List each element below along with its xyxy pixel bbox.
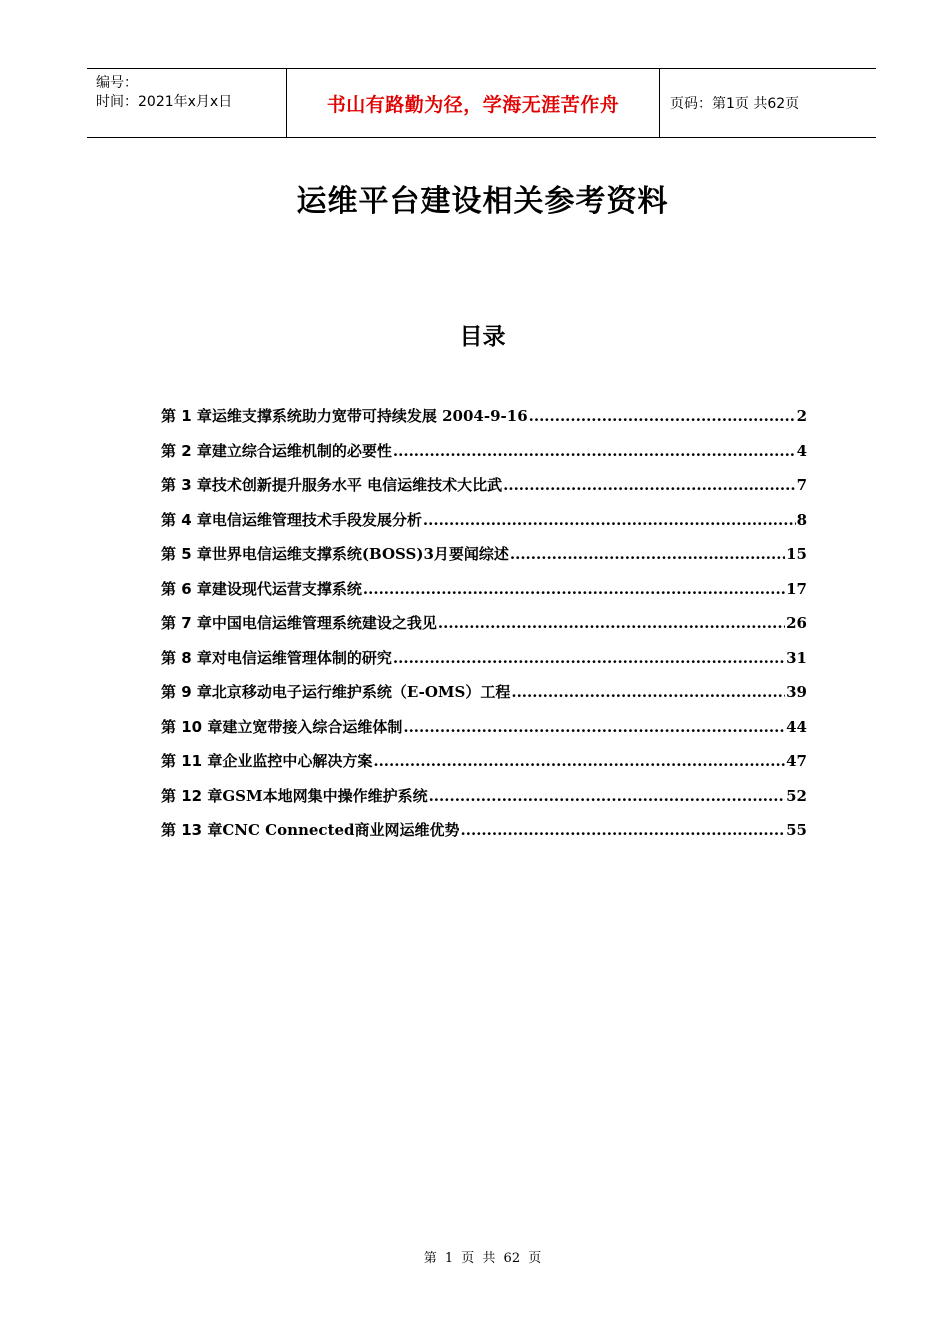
toc-chapter: 第 5 章 [161,545,212,563]
table-of-contents [161,405,807,854]
toc-page: 31 [786,648,807,667]
toc-heading: 目录 [459,324,506,350]
toc-title: 中国电信运维管理系统建设之我见 [211,614,437,632]
toc-page: 52 [786,786,807,805]
toc-chapter: 第 6 章 [161,579,212,598]
header-meta-cell [87,69,287,137]
document-title: 运维平台建设相关参考资料 [296,184,669,219]
toc-page: 7 [796,476,807,494]
toc-chapter: 第 12 章 [161,786,223,805]
toc-entry[interactable] [161,716,807,751]
toc-leader [511,683,785,701]
toc-chapter: 第 9 章 [161,683,212,701]
toc-page: 15 [786,545,807,563]
page-footer: 第 1 页 共 62 页 [423,1251,542,1266]
toc-leader [510,545,785,563]
toc-leader [429,787,786,805]
toc-entry[interactable] [161,647,807,682]
toc-leader [393,649,785,667]
toc-title: 企业监控中心解决方案 [222,752,373,770]
header-motto-cell [287,69,660,137]
toc-leader [403,718,785,736]
toc-title: 运维支撑系统助力宽带可持续发展 2004-9-16 [211,407,528,425]
toc-chapter: 第 10 章 [161,717,223,736]
toc-page: 17 [786,579,807,598]
page-info: 页码：第1页 共62页 [670,96,800,112]
toc-page: 47 [786,752,807,770]
toc-page: 26 [786,614,807,632]
toc-entry[interactable] [161,612,807,647]
toc-leader [423,511,796,529]
toc-page: 55 [786,821,807,839]
toc-page: 39 [786,683,807,701]
toc-entry[interactable] [161,440,807,475]
toc-chapter: 第 3 章 [161,476,212,494]
serial-label: 编号： [96,75,138,91]
toc-chapter: 第 1 章 [161,407,212,425]
toc-entry[interactable] [161,509,807,544]
toc-entry[interactable] [161,474,807,509]
toc-leader [438,614,785,632]
toc-title: 技术创新提升服务水平 电信运维技术大比武 [211,476,503,494]
toc-chapter: 第 4 章 [161,510,212,529]
toc-chapter: 第 7 章 [161,614,212,632]
page-header [87,68,876,138]
toc-title: 建立宽带接入综合运维体制 [222,717,403,736]
toc-entry[interactable] [161,578,807,613]
toc-entry[interactable] [161,543,807,578]
toc-title: 对电信运维管理体制的研究 [211,648,392,667]
motto-text: 书山有路勤为径，学海无涯苦作舟 [326,93,620,116]
toc-page: 8 [796,510,807,529]
toc-leader [529,407,796,425]
toc-title: 建立综合运维机制的必要性 [211,441,392,460]
toc-chapter: 第 2 章 [161,441,212,460]
toc-leader [373,752,785,770]
toc-chapter: 第 8 章 [161,648,212,667]
toc-title: 建设现代运营支撑系统 [211,579,362,598]
toc-leader [503,476,795,494]
toc-entry[interactable] [161,750,807,785]
toc-title: 电信运维管理技术手段发展分析 [211,510,422,529]
toc-title: CNC Connected商业网运维优势 [222,821,460,839]
toc-entry[interactable] [161,785,807,820]
toc-title: 世界电信运维支撑系统(BOSS)3月要闻综述 [211,545,509,563]
toc-leader [393,442,796,460]
toc-chapter: 第 11 章 [161,752,223,770]
toc-chapter: 第 13 章 [161,821,223,839]
toc-page: 4 [796,441,807,460]
toc-entry[interactable] [161,681,807,716]
toc-leader [461,821,786,839]
toc-page: 2 [796,407,807,425]
toc-title: GSM本地网集中操作维护系统 [222,786,428,805]
header-page-cell [660,69,876,137]
toc-leader [363,580,785,598]
toc-entry[interactable] [161,819,807,854]
toc-entry[interactable] [161,405,807,440]
toc-title: 北京移动电子运行维护系统（E-OMS）工程 [211,683,511,701]
toc-page: 44 [786,717,807,736]
time-label: 时间：2021年x月x日 [96,94,233,110]
